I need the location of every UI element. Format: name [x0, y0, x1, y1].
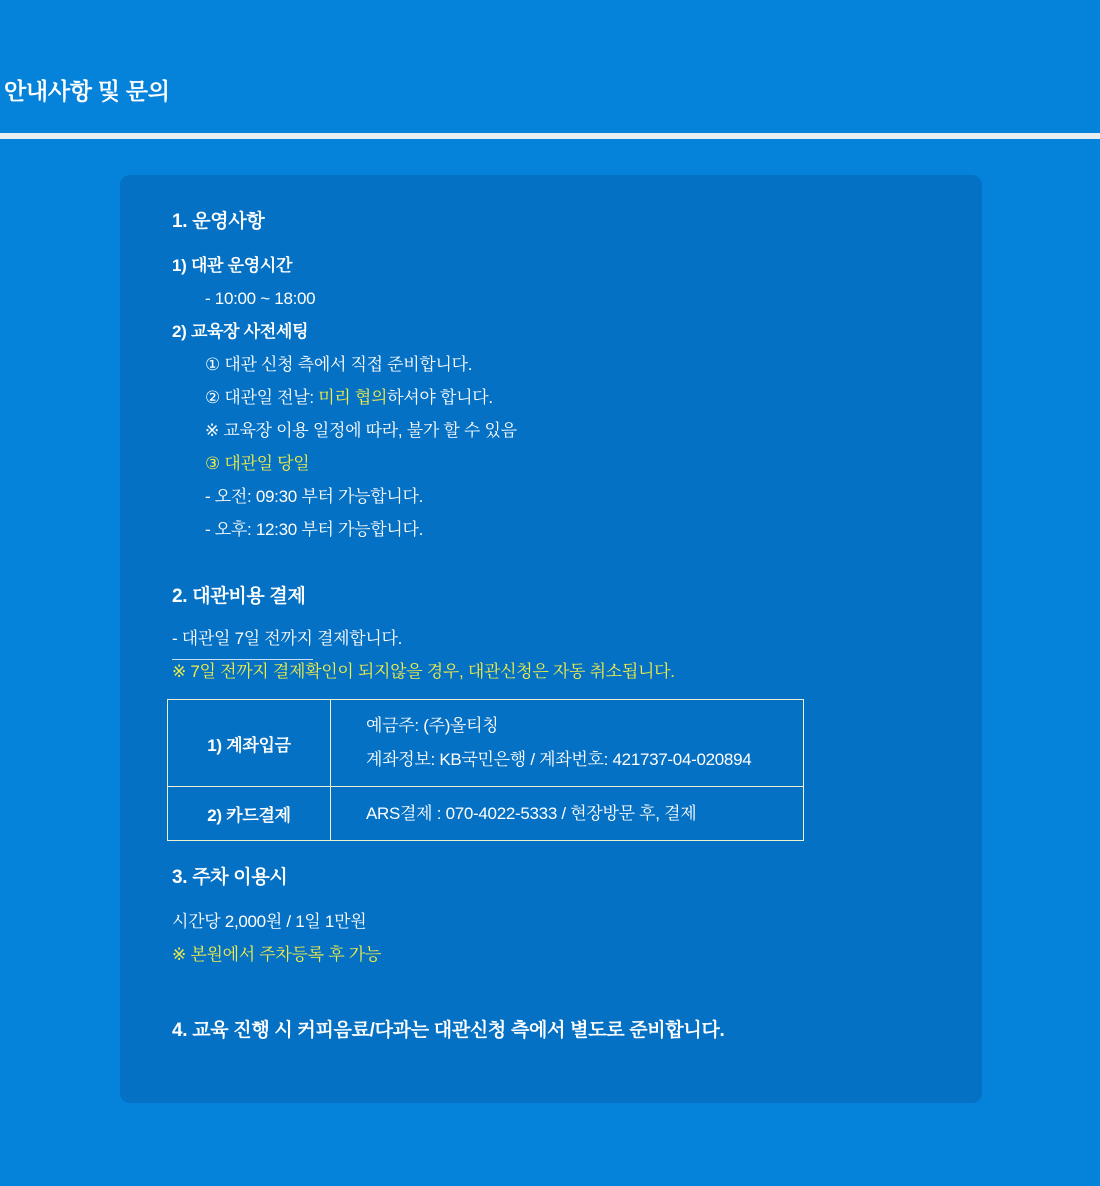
presetting-note: ※ 교육장 이용 일정에 따라, 불가 할 수 있음 [205, 421, 517, 440]
presetting-item-2-suffix: 하셔야 합니다. [387, 388, 493, 407]
account-number: 계좌정보: KB국민은행 / 계좌번호: 421737-04-020894 [366, 750, 752, 769]
section-1-heading: 1. 운영사항 [172, 211, 265, 232]
account-transfer-details [331, 700, 804, 787]
table-row-card [168, 787, 804, 841]
info-panel [120, 175, 982, 1103]
payment-methods-table [167, 699, 804, 841]
account-transfer-label: 1) 계좌입금 [168, 700, 331, 787]
payment-warning: ※ 7일 전까지 결제확인이 되지않을 경우, 대관신청은 자동 취소됩니다. [172, 662, 675, 681]
card-payment-label: 2) 카드결제 [168, 787, 331, 841]
afternoon-availability: - 오후: 12:30 부터 가능합니다. [205, 520, 424, 539]
presetting-item-3: ③ 대관일 당일 [205, 454, 310, 473]
payment-deadline-rest: 결제합니다. [312, 629, 403, 648]
page-title: 안내사항 및 문의 [4, 78, 170, 104]
ars-payment-info: ARS결제 : 070-4022-5333 / 현장방문 후, 결제 [366, 803, 697, 823]
card-payment-details [331, 787, 804, 841]
section-3-heading: 3. 주차 이용시 [172, 867, 288, 888]
presetting-label: 2) 교육장 사전세팅 [172, 322, 309, 341]
table-row-account [168, 700, 804, 787]
presetting-item-2-highlight: 미리 협의 [318, 388, 388, 407]
title-divider [0, 133, 1100, 139]
operating-hours-label: 1) 대관 운영시간 [172, 256, 293, 275]
morning-availability: - 오전: 09:30 부터 가능합니다. [205, 487, 424, 506]
presetting-item-2-prefix: ② 대관일 전날: [205, 388, 319, 407]
section-4-heading: 4. 교육 진행 시 커피음료/다과는 대관신청 측에서 별도로 준비합니다. [172, 1020, 725, 1041]
payment-deadline-underlined: - 대관일 7일 전까지 [172, 622, 313, 660]
operating-hours-value: - 10:00 ~ 18:00 [205, 289, 316, 308]
presetting-item-2 [172, 381, 930, 414]
presetting-item-1: ① 대관 신청 측에서 직접 준비합니다. [205, 355, 473, 374]
section-1-list [172, 249, 930, 546]
parking-note: ※ 본원에서 주차등록 후 가능 [172, 945, 381, 964]
section-2-heading: 2. 대관비용 결제 [172, 586, 306, 607]
account-holder: 예금주: (주)올티칭 [366, 716, 499, 735]
payment-deadline-line [172, 622, 930, 655]
parking-fee-line: 시간당 2,000원 / 1일 1만원 [172, 912, 367, 931]
